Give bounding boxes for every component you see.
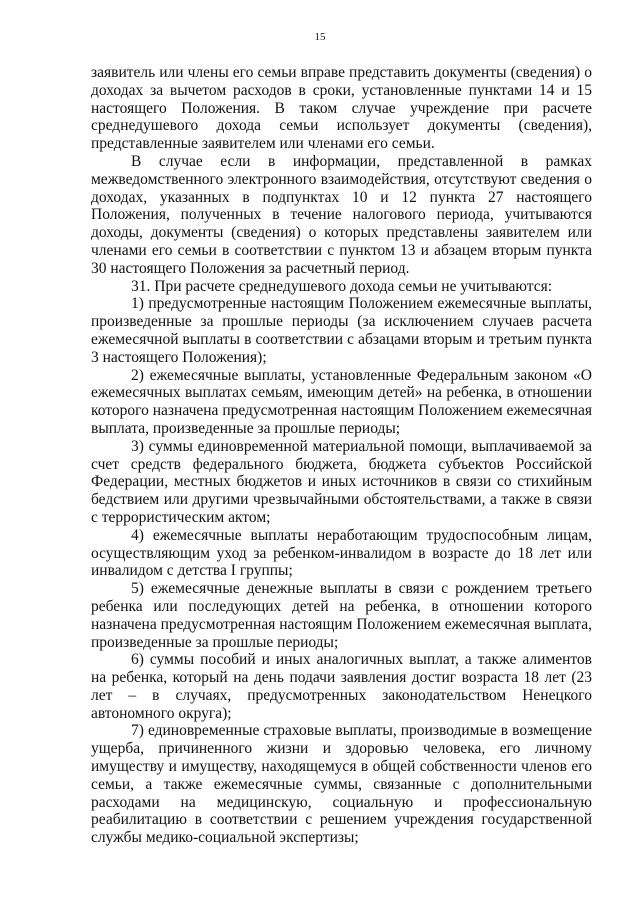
paragraph-missing-income-info: В случае если в информации, представленной в рамках межведомственного электронного взаимодействия, отсутствуют сведения о доходах, указанных в подпунктах 10 и 12 пункта 27 настоящего Положения, полученных в течение налогового периода, учитываются доходы, документы (сведения) о которых представлены заявителем или членами его семьи в соответствии с пунктом 13 и абзацем вторым пункта 30 настоящего Положения за расчетный период. [91, 152, 592, 277]
list-item-2: 2) ежемесячные выплаты, установленные Федеральным законом «О ежемесячных выплатах семьям, имеющим детей» на ребенка, в отношении которого назначена предусмотренная настоящим Положением ежемесячная выплата, произведенные за прошлые периоды; [91, 366, 592, 437]
document-body [91, 64, 592, 847]
paragraph-clause-31: 31. При расчете среднедушевого дохода семьи не учитываются: [131, 277, 553, 295]
list-item-1: 1) предусмотренные настоящим Положением ежемесячные выплаты, произведенные за прошлые периоды (за исключением случаев расчета ежемесячной выплаты в соответствии с абзацами вторым и третьим пункта 3 настоящего Положения); [91, 295, 592, 366]
list-item-3: 3) суммы единовременной материальной помощи, выплачиваемой за счет средств федерального бюджета, бюджета субъектов Российской Федерации, местных бюджетов и иных источников в связи со стихийным бедствием или другими чрезвычайными обстоятельствами, а также в связи с террористическим актом; [91, 437, 592, 526]
list-item-7: 7) единовременные страховые выплаты, производимые в возмещение ущерба, причиненного жизни и здоровью человека, его личному имуществу и имуществу, находящемуся в общей собственности членов его семьи, а также ежемесячные суммы, связанные с дополнительными расходами на медицинскую, социальную и профессиональную реабилитацию в соответствии с решением учреждения государственной службы медико-социальной экспертизы; [91, 722, 592, 847]
list-item-5: 5) ежемесячные денежные выплаты в связи с рождением третьего ребенка или последующих детей на ребенка, в отношении которого назначена предусмотренная настоящим Положением ежемесячная выплата, произведенные за прошлые периоды; [91, 580, 593, 651]
list-item-4: 4) ежемесячные выплаты неработающим трудоспособным лицам, осуществляющим уход за ребенком-инвалидом в возрасте до 18 лет или инвалидом с детства I группы; [91, 526, 592, 580]
page-number: 15 [314, 31, 326, 43]
list-item-6: 6) суммы пособий и иных аналогичных выплат, а также алиментов на ребенка, который на день подачи заявления достиг возраста 18 лет (23 лет – в случаях, предусмотренных законодательством Ненецкого автономного округа); [91, 651, 592, 722]
paragraph-continuation: заявитель или члены его семьи вправе представить документы (сведения) о доходах за вычетом расходов в сроки, установленные пунктами 14 и 15 настоящего Положения. В таком случае учреждение при расчете среднедушевого дохода семьи использует документы (сведения), представленные заявителем или членами его семьи. [91, 64, 592, 153]
